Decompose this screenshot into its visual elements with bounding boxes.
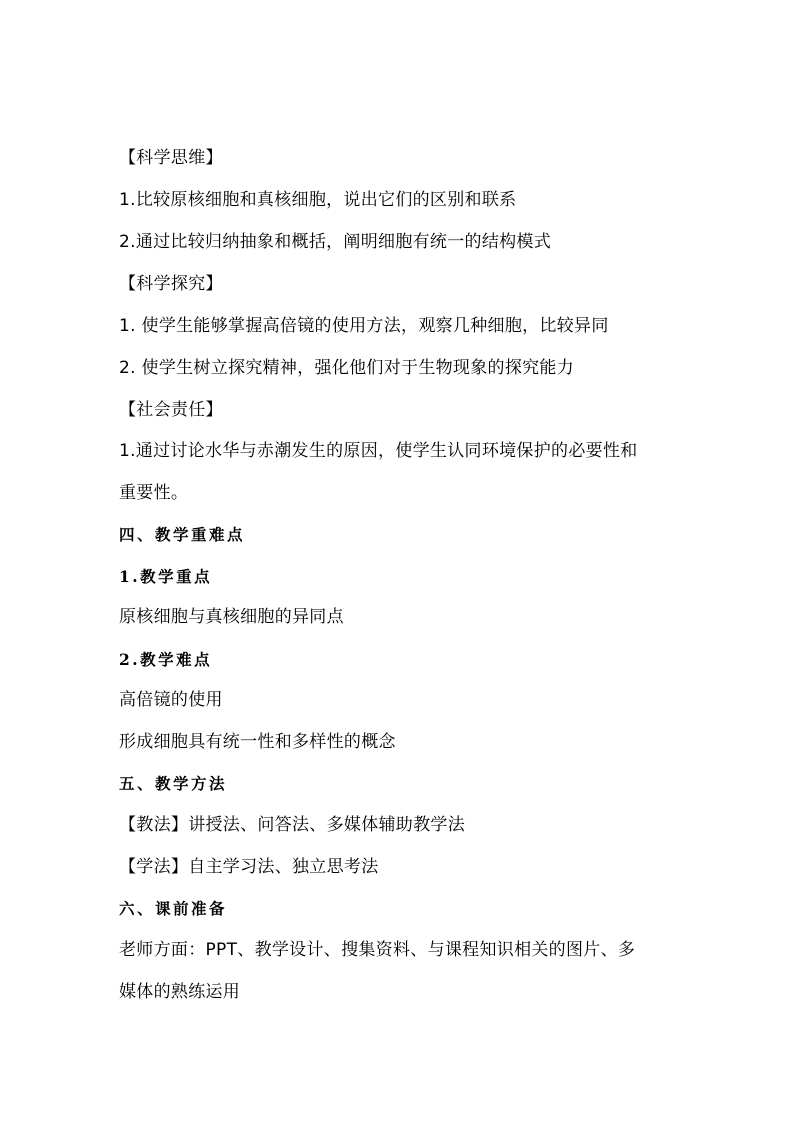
subheading-key-points: 1.教学重点 — [119, 567, 213, 586]
paragraph-key-point: 原核细胞与真核细胞的异同点 — [119, 607, 344, 627]
subheading-difficult-points: 2.教学难点 — [119, 650, 213, 669]
paragraph-difficult-point-2: 形成细胞具有统一性和多样性的概念 — [119, 732, 396, 752]
paragraph-science-inquiry-1: 1. 使学生能够掌握高倍镜的使用方法，观察几种细胞，比较异同 — [119, 316, 609, 336]
paragraph-teaching-method: 【教法】讲授法、问答法、多媒体辅助教学法 — [119, 815, 465, 835]
section-title-science-inquiry: 【科学探究】 — [119, 274, 223, 294]
heading-teaching-methods: 五、教学方法 — [119, 774, 228, 793]
paragraph-science-inquiry-2: 2. 使学生树立探究精神，强化他们对于生物现象的探究能力 — [119, 358, 575, 378]
paragraph-teacher-preparation-line1: 老师方面：PPT、教学设计、搜集资料、与课程知识相关的图片、多 — [119, 940, 636, 960]
paragraph-learning-method: 【学法】自主学习法、独立思考法 — [119, 857, 379, 877]
paragraph-difficult-point-1: 高倍镜的使用 — [119, 690, 223, 710]
paragraph-social-responsibility-line1: 1.通过讨论水华与赤潮发生的原因，使学生认同环境保护的必要性和 — [119, 441, 638, 461]
paragraph-teacher-preparation-line2: 媒体的熟练运用 — [119, 982, 241, 1002]
paragraph-science-thinking-1: 1.比较原核细胞和真核细胞，说出它们的区别和联系 — [119, 190, 517, 210]
paragraph-science-thinking-2: 2.通过比较归纳抽象和概括，阐明细胞有统一的结构模式 — [119, 232, 552, 252]
section-title-social-responsibility: 【社会责任】 — [119, 400, 223, 420]
heading-key-difficult: 四、教学重难点 — [119, 525, 246, 544]
heading-class-preparation: 六、课前准备 — [119, 899, 228, 918]
section-title-science-thinking: 【科学思维】 — [119, 148, 223, 168]
paragraph-social-responsibility-line2: 重要性。 — [119, 483, 189, 503]
